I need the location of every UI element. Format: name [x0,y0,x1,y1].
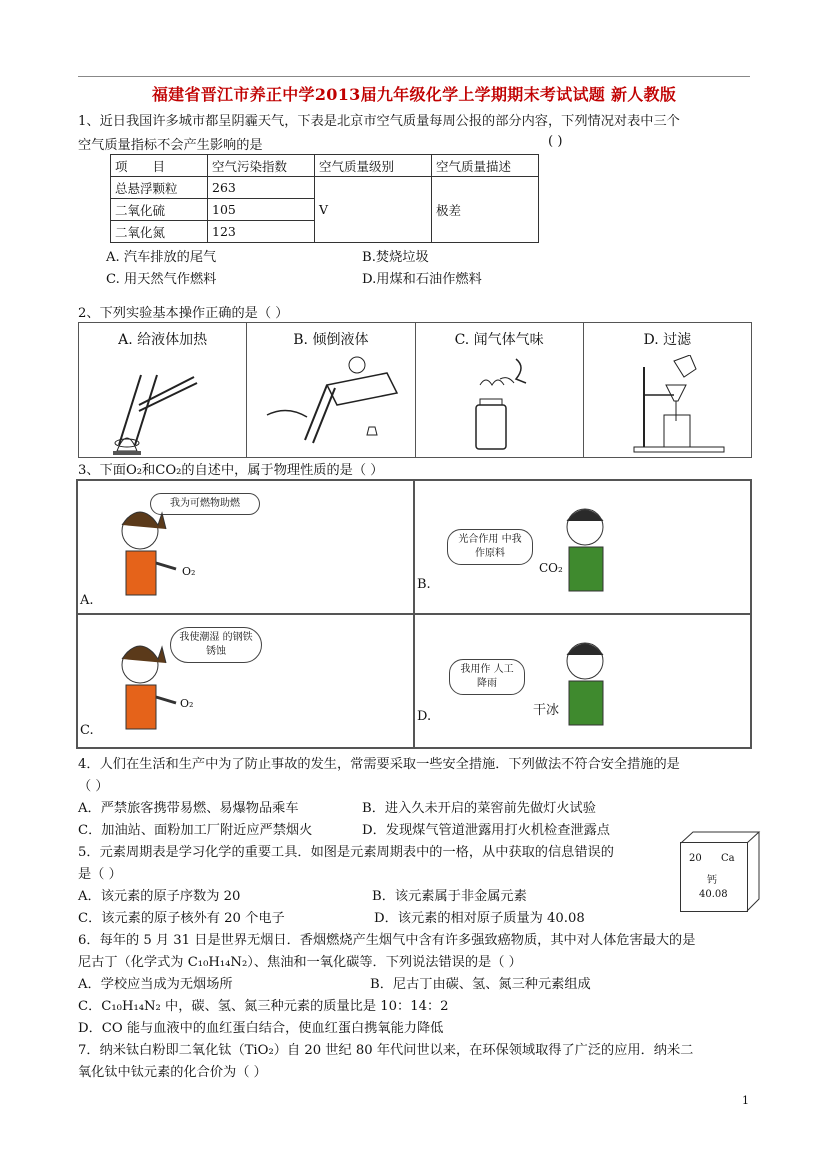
q4-stem-line1: 4．人们在生活和生产中为了防止事故的发生，常需要采取一些安全措施．下列做法不符合安全措施的是 [78,757,680,772]
girl-cartoon-icon [100,503,190,613]
q1-answer-paren: ( ) [548,134,563,149]
header-cell: 空气质量描述 [432,155,539,177]
q6-option-c: C．C₁₀H₁₄N₂ 中，碳、氢、氮三种元素的质量比是 10：14：2 [78,999,449,1014]
q1-option-a: A. 汽车排放的尾气 [106,250,217,265]
q3-bubble-c: 我使潮湿 的钢铁锈蚀 [170,627,262,663]
table-row [111,177,539,199]
q3-label-d: D. [417,709,432,724]
air-quality-table [110,154,539,243]
element-name: 钙 [707,875,717,886]
q3-cell-a [77,480,414,614]
q2-option-c [416,323,584,457]
q2-figure-row [78,322,752,458]
heating-liquid-illustration [79,355,245,455]
q2-caption-b: B. 倾倒液体 [293,332,369,348]
element-number: 20 [689,853,702,864]
pouring-liquid-illustration [247,355,413,455]
q6-option-d: D．CO 能与血液中的血红蛋白结合，使血红蛋白携氧能力降低 [78,1021,444,1036]
q2-option-a [79,323,247,457]
item-cell: 二氧化氮 [111,221,208,243]
q3-gas-a: O₂ [182,565,196,578]
q3-cell-c [77,614,414,748]
header-cell: 项 目 [111,155,208,177]
q6-stem-line2: 尼古丁（化学式为 C₁₀H₁₄N₂）、焦油和一氧化碳等．下列说法错误的是（ ） [78,955,522,970]
q3-cell-b [414,480,751,614]
q3-figure-grid [76,479,752,749]
q7-stem-line2: 氧化钛中钛元素的化合价为（ ） [78,1065,267,1080]
desc-cell: 极差 [432,177,539,243]
element-symbol: Ca [721,853,735,864]
boy-cartoon-icon [545,633,635,743]
q1-stem-line1: 1、近日我国许多城市都呈阴霾天气，下表是北京市空气质量每周公报的部分内容，下列情况对表中三个 [78,114,680,129]
q4-option-d: D．发现煤气管道泄露用打火机检查泄露点 [362,823,610,838]
item-cell: 二氧化硫 [111,199,208,221]
girl-cartoon-icon [100,637,190,747]
q2-caption-c: C. 闻气体气味 [454,332,544,348]
q3-label-b: B. [417,577,431,592]
q5-option-a: A．该元素的原子序数为 20 [78,889,241,904]
q4-option-a: A．严禁旅客携带易燃、易爆物品乘车 [78,801,299,816]
q3-stem: 3、下面O₂和CO₂的自述中，属于物理性质的是（ ） [78,463,384,478]
q4-stem-line2: （ ） [78,779,109,794]
q2-option-b [247,323,415,457]
page-title: 福建省晋江市养正中学2013届九年级化学上学期期末考试试题 新人教版 [151,85,677,104]
index-cell: 123 [208,221,315,243]
q1-option-b: B.焚烧垃圾 [362,250,429,265]
q4-option-c: C．加油站、面粉加工厂附近应严禁烟火 [78,823,313,838]
periodic-table-cell [680,842,748,912]
table-header-row [111,155,539,177]
boy-cartoon-icon [545,499,635,609]
q1-stem-line2: 空气质量指标不会产生影响的是 [78,138,263,153]
top-rule [78,76,750,77]
q2-caption-a: A. 给液体加热 [118,332,208,348]
cube-edge-icon [680,831,762,915]
item-cell: 总悬浮颗粒 [111,177,208,199]
smelling-gas-illustration [416,355,582,455]
header-cell: 空气质量级别 [315,155,432,177]
q3-label-c: C. [80,723,94,738]
index-cell: 263 [208,177,315,199]
q4-option-b: B．进入久未开启的菜窖前先做灯火试验 [362,801,596,816]
q3-gas-d: 干冰 [533,703,560,718]
q3-cell-d [414,614,751,748]
q2-option-d [584,323,751,457]
q5-stem-line2: 是（ ） [78,867,122,882]
q2-stem: 2、下列实验基本操作正确的是（ ） [78,306,289,321]
index-cell: 105 [208,199,315,221]
q1-option-c: C. 用天然气作燃料 [106,272,217,287]
q1-option-d: D.用煤和石油作燃料 [362,272,482,287]
q7-stem-line1: 7．纳米钛白粉即二氧化钛（TiO₂）自 20 世纪 80 年代问世以来，在环保领域取得了广泛的应用．纳米二 [78,1043,694,1058]
q3-bubble-b: 光合作用 中我作原料 [447,529,533,565]
q6-option-a: A．学校应当成为无烟场所 [78,977,233,992]
q5-stem-line1: 5．元素周期表是学习化学的重要工具．如图是元素周期表中的一格，从中获取的信息错误的 [78,845,614,860]
q3-bubble-d: 我用作 人工降雨 [449,659,525,695]
q5-option-d: D．该元素的相对原子质量为 40.08 [374,911,585,926]
element-mass: 40.08 [699,889,728,900]
q5-option-c: C．该元素的原子核外有 20 个电子 [78,911,285,926]
q3-label-a: A. [80,593,94,608]
q5-option-b: B．该元素属于非金属元素 [372,889,527,904]
q2-caption-d: D. 过滤 [643,332,692,348]
page-number: 1 [742,1094,749,1107]
q3-gas-b: CO₂ [539,561,563,575]
level-cell: Ⅴ [315,177,432,243]
q6-option-b: B．尼古丁由碳、氢、氮三种元素组成 [370,977,591,992]
header-cell: 空气污染指数 [208,155,315,177]
q6-stem-line1: 6．每年的 5 月 31 日是世界无烟日．香烟燃烧产生烟气中含有许多强致癌物质，其中对人体危害最大的是 [78,933,696,948]
q3-bubble-a: 我为可燃物助燃 [150,493,260,515]
q3-gas-c: O₂ [180,697,194,710]
filtration-illustration [584,355,750,455]
